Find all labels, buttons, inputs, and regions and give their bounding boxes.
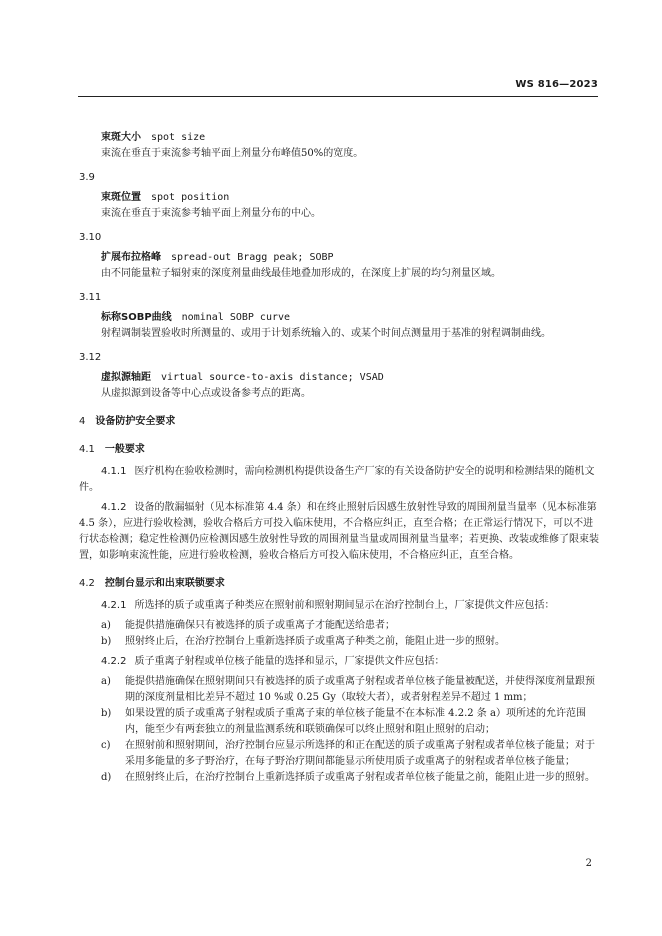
list-item <box>101 618 599 634</box>
list-item-text: 照射终止后，在治疗控制台上重新选择质子或重离子种类之前，能阻止进一步的照射。 <box>125 636 505 647</box>
paragraph-number: 4.1.1 <box>101 466 127 477</box>
paragraph-4-1-2 <box>79 500 599 564</box>
list-item-text: 如果设置的质子或重离子射程或质子重离子束的单位核子能量不在本标准 4.2.2 条 a）项所述的允许范围内，能至少有两套独立的剂量监测系统和联锁确保可以终止照射和阻止照射的启动； <box>125 708 586 735</box>
paragraph-text: 所选择的质子或重离子种类应在照射前和照射期间显示在治疗控制台上，厂家提供文件应包括： <box>134 600 555 611</box>
term-sobp <box>101 250 599 266</box>
term-nominal-sobp <box>101 310 599 326</box>
term-zh: 扩展布拉格峰 <box>101 252 161 263</box>
paragraph-number: 4.2.1 <box>101 600 127 611</box>
definition-sobp: 由不同能量粒子辐射束的深度剂量曲线最佳地叠加形成的，在深度上扩展的均匀剂量区域。 <box>101 268 501 279</box>
clause-number: 3.9 <box>79 172 95 183</box>
list-item <box>101 738 599 770</box>
list-item-text: 能提供措施确保在照射期间只有被选择的质子或重离子射程或者单位核子能量被配送，并使得深度剂量跟预期的深度剂量相比差异不超过 10 %或 0.25 Gy（取较大者），或者射程差异不超过 1 mm； <box>125 676 595 703</box>
subsection-number: 4.2 <box>79 578 95 589</box>
definition-spot-position: 束流在垂直于束流参考轴平面上剂量分布的中心。 <box>101 208 321 219</box>
subsection-title: 控制台显示和出束联锁要求 <box>104 578 225 589</box>
term-spot-size <box>101 130 599 146</box>
definition-nominal-sobp: 射程调制装置验收时所测量的、或用于计划系统输入的、或某个时间点测量用于基准的射程调制曲线。 <box>101 328 551 339</box>
term-en: spot position <box>151 192 230 203</box>
paragraph-number: 4.1.2 <box>101 502 127 513</box>
list-item-text: 在照射前和照射期间，治疗控制台应显示所选择的和正在配送的质子或重离子射程或者单位核子能量；对于采用多能量的多子野治疗，在每子野治疗期间都能显示所使用质子或重离子的射程或者单位核子能量； <box>125 740 595 767</box>
list-item-text: 能提供措施确保只有被选择的质子或重离子才能配送给患者； <box>125 620 395 631</box>
list-item-label: d) <box>101 772 112 783</box>
term-en: spot size <box>151 132 206 143</box>
term-en: nominal SOBP curve <box>181 312 291 323</box>
paragraph-number: 4.2.2 <box>101 656 127 667</box>
header-rule <box>78 96 598 97</box>
document-code: WS 816—2023 <box>515 79 598 90</box>
list-item <box>101 706 599 738</box>
subsection-heading-4-1 <box>79 442 599 458</box>
subsection-number: 4.1 <box>79 444 95 455</box>
clause-number: 3.10 <box>79 232 102 243</box>
paragraph-4-2-2 <box>79 654 599 670</box>
paragraph-text: 医疗机构在验收检测时，需向检测机构提供设备生产厂家的有关设备防护安全的说明和检测结果的随机文件。 <box>79 466 595 493</box>
paragraph-text: 质子重离子射程或单位核子能量的选择和显示，厂家提供文件应包括： <box>134 656 445 667</box>
section-heading <box>79 414 599 430</box>
paragraph-4-2-1 <box>79 598 599 614</box>
term-zh: 束斑大小 <box>101 132 141 143</box>
clause-number: 3.12 <box>79 352 102 363</box>
list-item <box>101 634 599 650</box>
list-item-label: a) <box>101 620 111 631</box>
list-item-label: a) <box>101 676 111 687</box>
term-spot-position <box>101 190 599 206</box>
paragraph-text: 设备的散漏辐射（见本标准第 4.4 条）和在终止照射后因感生放射性导致的周围剂量当量率（见本标准第 4.5 条），应进行验收检测，验收合格后方可投入临床使用，不合格应纠正，直至合格；在正常运行情况下，可以不进行状态检测；稳定性检测仍应检测因感生放射性导致的周围剂量当量或周围剂量当量率；若更换、改装或维修了限束装置，如影响束流性能，应进行验收检测，验收合格后方可投入临床使用，不合格应纠正，直至合格。 <box>79 502 599 561</box>
list-item <box>101 674 599 706</box>
term-zh: 束斑位置 <box>101 192 141 203</box>
clause-number: 3.11 <box>79 292 102 303</box>
term-zh: 虚拟源轴距 <box>101 372 151 383</box>
list-item-label: b) <box>101 708 112 719</box>
paragraph-4-1-1 <box>79 464 599 496</box>
term-en: spread-out Bragg peak; SOBP <box>171 252 334 263</box>
list-item-label: c) <box>101 740 111 751</box>
page-number: 2 <box>585 858 592 869</box>
definition-vsad: 从虚拟源到设备等中心点或设备参考点的距离。 <box>101 388 311 399</box>
term-zh: 标称SOBP曲线 <box>101 312 172 323</box>
list-item-label: b) <box>101 636 112 647</box>
subsection-title: 一般要求 <box>104 444 145 455</box>
list-item-text: 在照射终止后，在治疗控制台上重新选择质子或重离子射程或者单位核子能量之前，能阻止进一步的照射。 <box>125 772 595 783</box>
section-number: 4 <box>79 416 86 427</box>
definition-spot-size: 束流在垂直于束流参考轴平面上剂量分布峰值50%的宽度。 <box>101 148 364 159</box>
list-item <box>101 770 599 786</box>
section-title: 设备防护安全要求 <box>95 416 176 427</box>
document-body <box>79 130 599 786</box>
term-vsad <box>101 370 599 386</box>
term-en: virtual source-to-axis distance; VSAD <box>161 372 384 383</box>
subsection-heading-4-2 <box>79 576 599 592</box>
